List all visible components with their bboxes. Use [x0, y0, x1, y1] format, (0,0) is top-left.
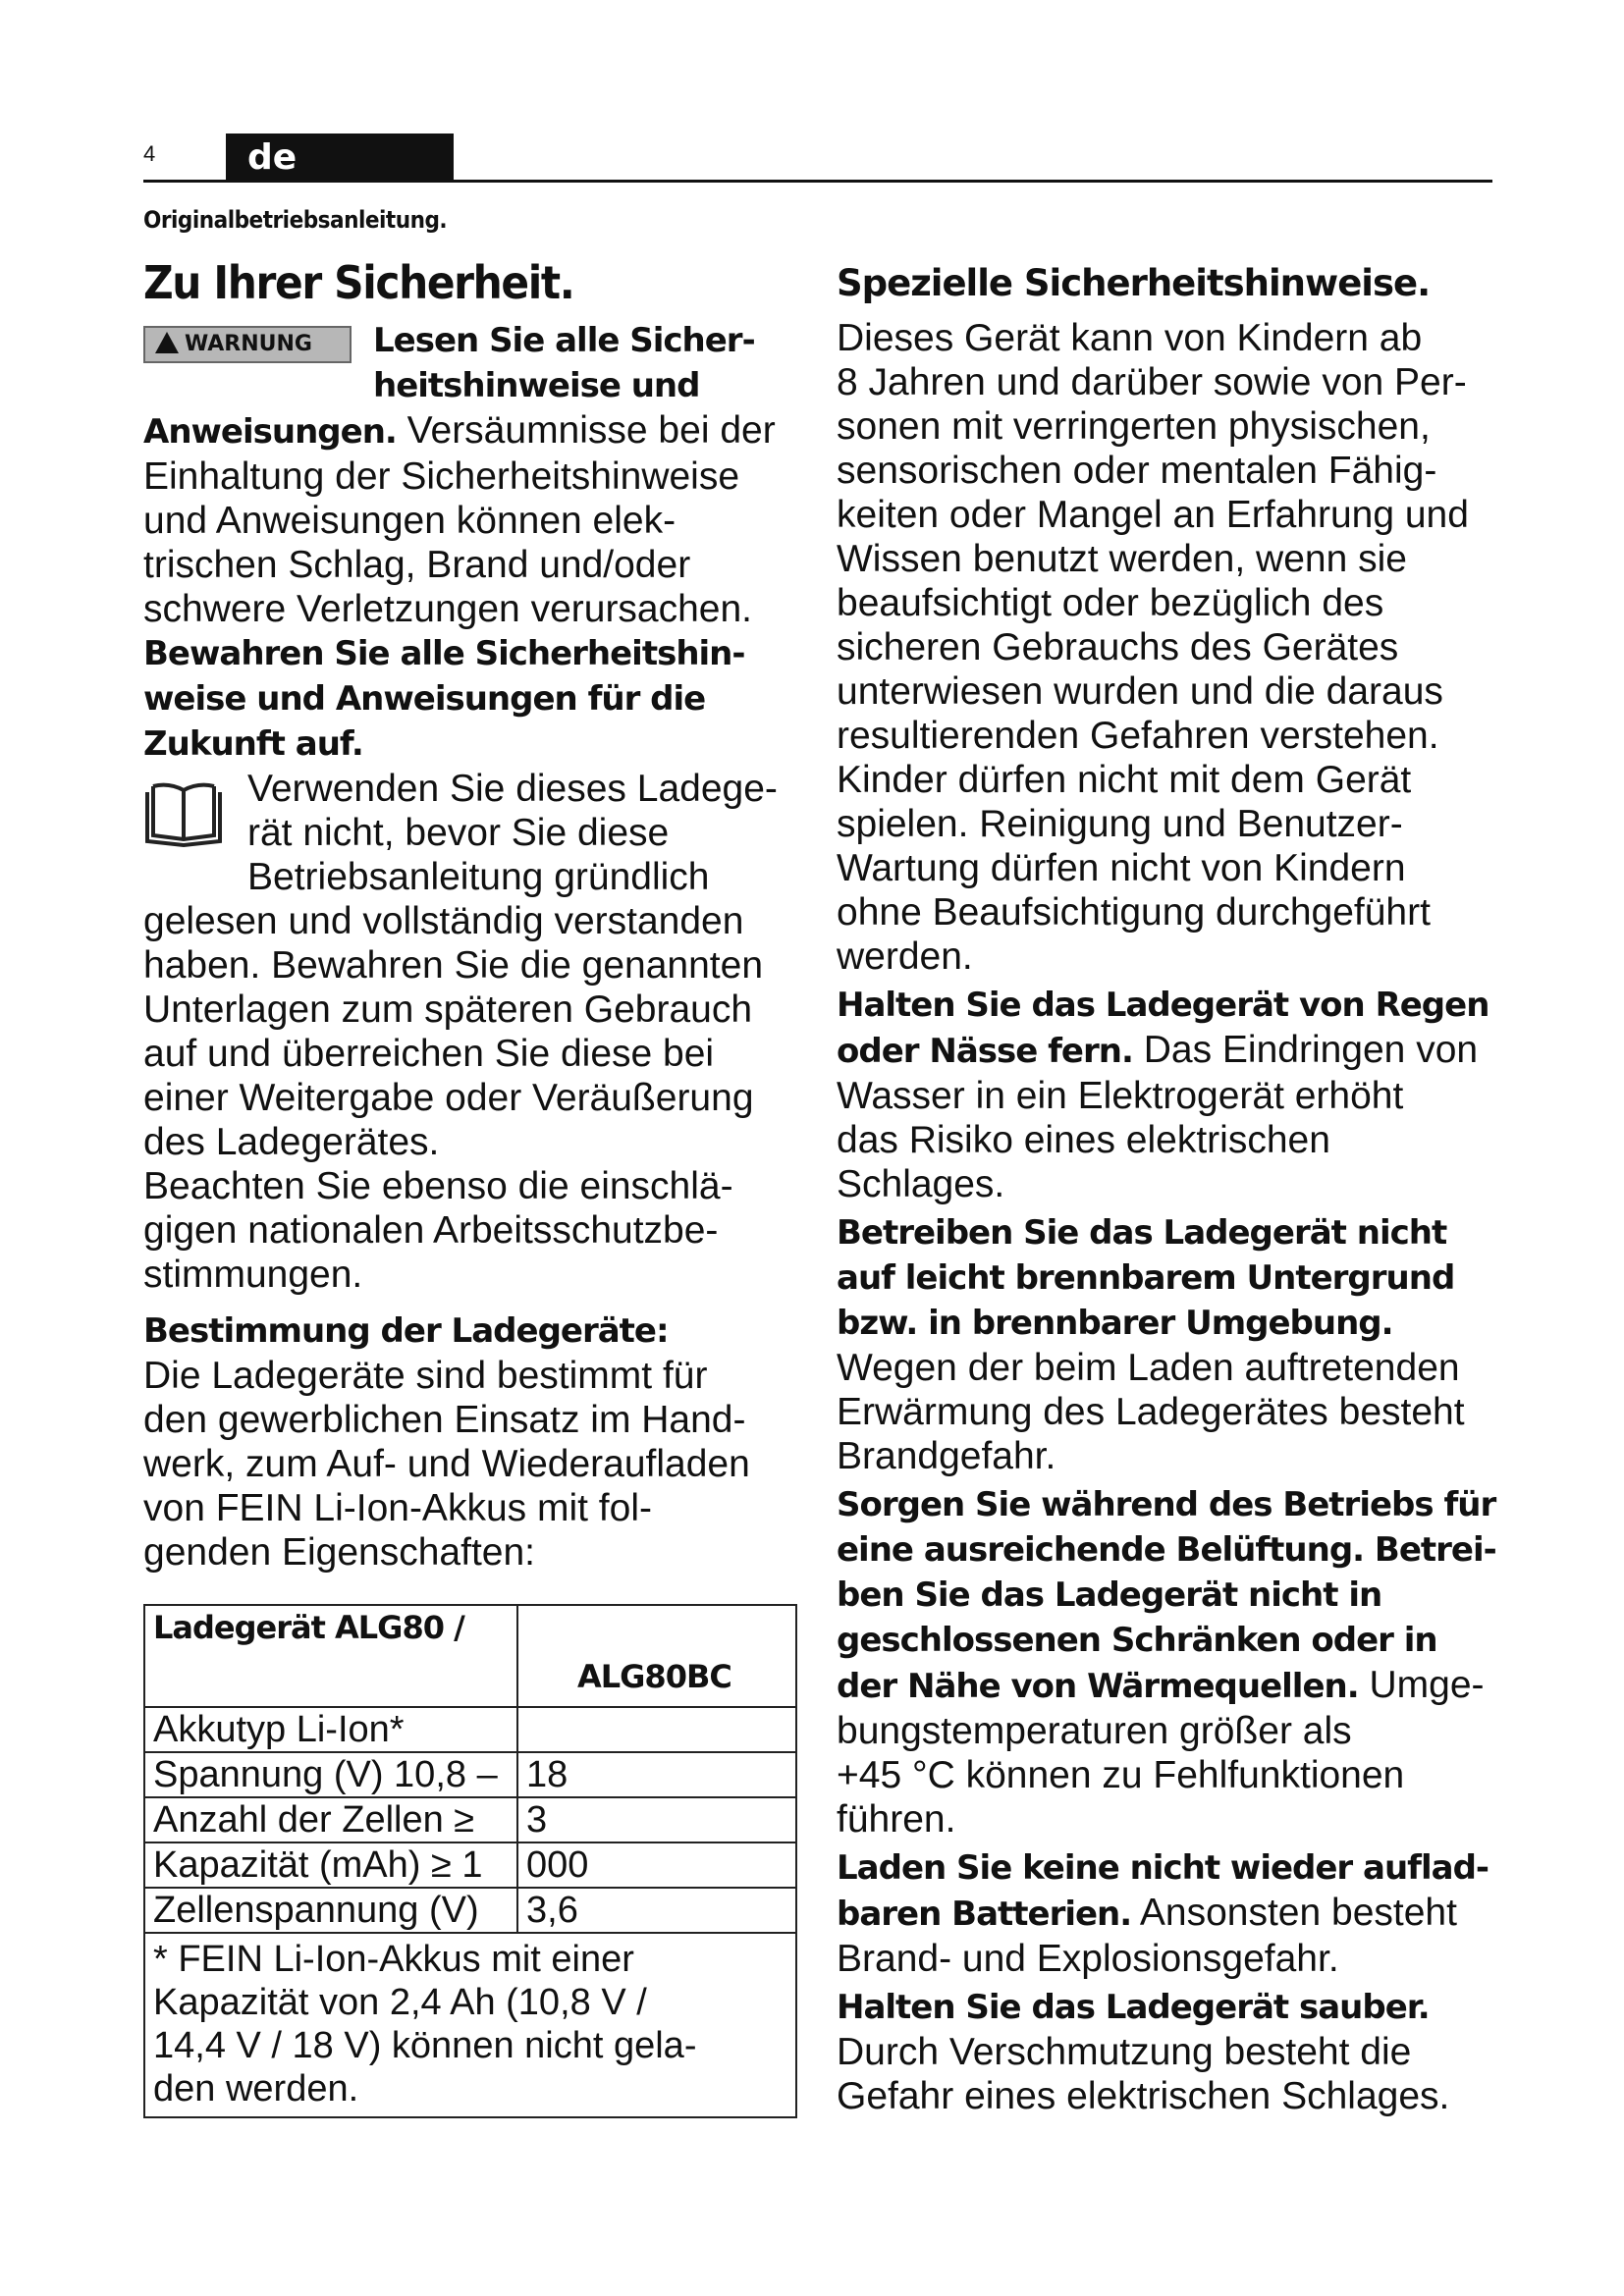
table-row — [144, 1888, 796, 1933]
fire-line: Erwärmung des Ladegerätes besteht — [837, 1391, 1465, 1433]
battery-mixed-line — [837, 1891, 1492, 1937]
warning-cont-text: Versäumnisse bei der — [396, 409, 776, 452]
children-line: resultierenden Gefahren verstehen. — [837, 715, 1439, 757]
battery-line: Brand- und Explosionsgefahr. — [837, 1938, 1339, 1980]
vent-bold-line: geschlossenen Schränken oder in — [837, 1621, 1437, 1660]
table-cell: 3 — [517, 1797, 796, 1842]
fire-bold-line: Betreiben Sie das Ladegerät nicht — [837, 1213, 1447, 1253]
spec-table — [143, 1604, 797, 2118]
children-line: spielen. Reinigung und Benutzer- — [837, 803, 1403, 845]
manual-line: Verwenden Sie dieses Ladege- — [247, 768, 778, 810]
table-cell: Anzahl der Zellen ≥ — [144, 1797, 517, 1842]
table-header-row — [144, 1605, 796, 1707]
table-cell: Kapazität (mAh) ≥ 1 — [144, 1842, 517, 1888]
purpose-line: den gewerblichen Einsatz im Hand- — [143, 1399, 746, 1441]
table-row — [144, 1842, 796, 1888]
warning-line: Einhaltung der Sicherheitshinweise — [143, 455, 740, 498]
table-header-right: ALG80BC — [517, 1605, 796, 1707]
clean-bold-line: Halten Sie das Ladegerät sauber. — [837, 1988, 1430, 2027]
manual-cont-line: Unterlagen zum späteren Gebrauch — [143, 988, 753, 1031]
children-line: werden. — [837, 935, 973, 978]
table-cell: 3,6 — [517, 1888, 796, 1933]
battery-bold-inline: baren Batterien. — [837, 1895, 1132, 1934]
manual-cont-line: haben. Bewahren Sie die genannten — [143, 944, 764, 987]
footnote-line: Kapazität von 2,4 Ah (10,8 V / — [153, 1982, 647, 2023]
book-icon — [143, 780, 224, 851]
purpose-line: von FEIN Li-Ion-Akkus mit fol- — [143, 1487, 652, 1529]
table-footnote-row — [144, 1933, 796, 2117]
manual-cont-line: gelesen und vollständig verstanden — [143, 900, 744, 942]
warning-triangle-icon — [155, 332, 179, 353]
regulation-line: stimmungen. — [143, 1254, 363, 1296]
keep-instructions-line: Bewahren Sie alle Sicherheitshin- — [143, 634, 745, 673]
table-cell: Spannung (V) 10,8 – — [144, 1752, 517, 1797]
manual-notice-text — [247, 767, 778, 899]
fire-line: Brandgefahr. — [837, 1435, 1056, 1477]
children-line: keiten oder Mangel an Erfahrung und — [837, 494, 1469, 536]
footnote-line: * FEIN Li-Ion-Akkus mit einer — [153, 1939, 634, 1980]
warning-bold-line: heitshinweise und — [373, 366, 700, 405]
keep-instructions-line: Zukunft auf. — [143, 724, 363, 764]
children-line: ohne Beaufsichtigung durchgeführt — [837, 891, 1431, 934]
warning-badge — [143, 326, 352, 363]
children-line: Dieses Gerät kann von Kindern ab — [837, 317, 1423, 359]
warning-block — [143, 318, 799, 408]
table-header-left: Ladegerät ALG80 / — [144, 1605, 517, 1707]
table-row — [144, 1707, 796, 1752]
rain-bold-line: Halten Sie das Ladegerät von Regen — [837, 986, 1489, 1025]
rain-line: das Risiko eines elektrischen — [837, 1119, 1330, 1161]
rain-mixed-line — [837, 1028, 1492, 1074]
warning-line: trischen Schlag, Brand und/oder — [143, 544, 691, 586]
manual-cont-line: des Ladegerätes. — [143, 1121, 440, 1163]
footnote-line: den werden. — [153, 2068, 359, 2109]
warning-continuation — [143, 408, 799, 454]
regulation-line: Beachten Sie ebenso die einschlä- — [143, 1165, 733, 1207]
warning-badge-label: WARNUNG — [185, 332, 312, 356]
clean-line: Gefahr eines elektrischen Schlages. — [837, 2075, 1450, 2117]
manual-notice — [143, 767, 799, 899]
vent-mixed-line — [837, 1663, 1492, 1709]
rain-line: Wasser in ein Elektrogerät erhöht — [837, 1075, 1404, 1117]
special-heading: Spezielle Sicherheitshinweise. — [837, 262, 1431, 304]
vent-line: führen. — [837, 1798, 956, 1841]
vent-line: +45 °C können zu Fehlfunktionen — [837, 1754, 1405, 1796]
page-number: 4 — [143, 141, 156, 166]
section-title: Zu Ihrer Sicherheit. — [143, 256, 574, 309]
warning-line: schwere Verletzungen verursachen. — [143, 588, 753, 630]
page-header — [143, 130, 1492, 183]
children-line: 8 Jahren und darüber sowie von Per- — [837, 361, 1467, 403]
vent-bold-inline: der Nähe von Wärmequellen. — [837, 1667, 1359, 1706]
table-cell: 000 — [517, 1842, 796, 1888]
table-row — [144, 1797, 796, 1842]
children-line: sonen mit verringerten physischen, — [837, 405, 1431, 448]
children-line: unterwiesen wurden und die daraus — [837, 670, 1443, 713]
document-label: Originalbetriebsanleitung. — [143, 206, 448, 234]
manual-cont-line: auf und überreichen Sie diese bei — [143, 1033, 715, 1075]
manual-cont-line: einer Weitergabe oder Veräußerung — [143, 1077, 754, 1119]
regulation-line: gigen nationalen Arbeitsschutzbe- — [143, 1209, 719, 1252]
vent-text-inline: Umge- — [1358, 1664, 1485, 1706]
rain-line: Schlages. — [837, 1163, 1005, 1205]
children-line: Wissen benutzt werden, wenn sie — [837, 538, 1407, 580]
vent-bold-line: eine ausreichende Belüftung. Betrei- — [837, 1530, 1496, 1570]
vent-bold-line: ben Sie das Ladegerät nicht in — [837, 1575, 1382, 1615]
purpose-line: genden Eigenschaften: — [143, 1531, 535, 1574]
purpose-line: Die Ladegeräte sind bestimmt für — [143, 1355, 708, 1397]
manual-line: Betriebsanleitung gründlich — [247, 856, 710, 898]
language-tag: de — [226, 133, 454, 183]
fire-line: Wegen der beim Laden auftretenden — [837, 1347, 1460, 1389]
right-column — [837, 255, 1496, 2118]
rain-text-inline: Das Eindringen von — [1132, 1029, 1479, 1071]
rain-bold-inline: oder Nässe fern. — [837, 1032, 1133, 1071]
warning-heading — [373, 318, 755, 408]
table-cell — [517, 1707, 796, 1752]
vent-bold-line: Sorgen Sie während des Betriebs für — [837, 1485, 1496, 1524]
table-cell: 18 — [517, 1752, 796, 1797]
table-row — [144, 1752, 796, 1797]
purpose-line: werk, zum Auf- und Wiederaufladen — [143, 1443, 750, 1485]
left-column — [143, 255, 799, 2118]
children-line: beaufsichtigt oder bezüglich des — [837, 582, 1384, 624]
warning-bold-line: Lesen Sie alle Sicher- — [373, 321, 755, 360]
fire-bold-line: bzw. in brennbarer Umgebung. — [837, 1304, 1393, 1343]
clean-line: Durch Verschmutzung besteht die — [837, 2031, 1412, 2073]
children-line: sensorischen oder mentalen Fähig- — [837, 450, 1437, 492]
keep-instructions-line: weise und Anweisungen für die — [143, 679, 706, 719]
table-footnote — [144, 1933, 796, 2117]
table-cell: Zellenspannung (V) — [144, 1888, 517, 1933]
children-line: sicheren Gebrauchs des Gerätes — [837, 626, 1399, 668]
warning-cont-bold: Anweisungen. — [143, 412, 397, 452]
children-line: Kinder dürfen nicht mit dem Gerät — [837, 759, 1412, 801]
warning-line: und Anweisungen können elek- — [143, 500, 677, 542]
vent-line: bungstemperaturen größer als — [837, 1710, 1352, 1752]
purpose-heading: Bestimmung der Ladegeräte: — [143, 1311, 669, 1351]
fire-bold-line: auf leicht brennbarem Untergrund — [837, 1258, 1455, 1298]
table-cell: Akkutyp Li-Ion* — [144, 1707, 517, 1752]
battery-text-inline: Ansonsten besteht — [1131, 1892, 1457, 1934]
footnote-line: 14,4 V / 18 V) können nicht gela- — [153, 2025, 697, 2066]
battery-bold-line: Laden Sie keine nicht wieder auflad- — [837, 1848, 1489, 1888]
manual-line: rät nicht, bevor Sie diese — [247, 812, 670, 854]
children-line: Wartung dürfen nicht von Kindern — [837, 847, 1406, 889]
